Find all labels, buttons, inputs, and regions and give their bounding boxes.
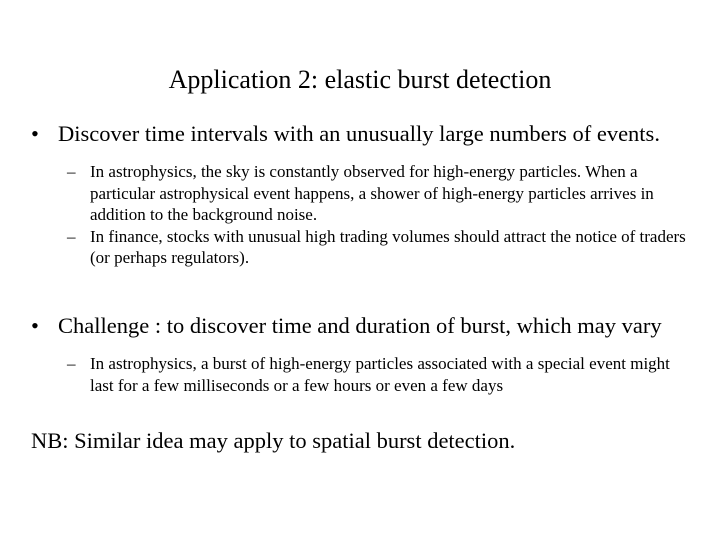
slide-title: Application 2: elastic burst detection	[168, 65, 552, 94]
sub-bullet-text: In astrophysics, a burst of high-energy particles associated with a special event might last for a few milliseconds or a few hours or even a few days	[90, 354, 670, 395]
dash-marker: –	[67, 226, 76, 246]
sub-bullet-list	[0, 353, 720, 396]
bullet-item	[0, 120, 668, 147]
sub-bullet-item	[0, 161, 690, 226]
bullet-block-1	[0, 120, 720, 269]
bullet-text: Challenge : to discover time and duration of burst, which may vary	[58, 313, 662, 338]
sub-bullet-item	[0, 353, 690, 396]
sub-bullet-list	[0, 161, 720, 269]
sub-bullet-text: In astrophysics, the sky is constantly observed for high-energy particles. When a particular astrophysical event happens, a shower of high-energy particles arrives in addition to the background noise.	[90, 162, 654, 224]
bullet-marker: •	[31, 121, 39, 146]
sub-bullet-text: In finance, stocks with unusual high trading volumes should attract the notice of traders (or perhaps regulators).	[90, 226, 686, 267]
bullet-text: Discover time intervals with an unusually large numbers of events.	[58, 121, 660, 146]
note-text: NB: Similar idea may apply to spatial burst detection.	[31, 428, 516, 453]
dash-marker: –	[67, 162, 76, 181]
bullet-item	[0, 312, 668, 339]
bullet-marker: •	[31, 313, 39, 338]
sub-bullet-item	[0, 226, 690, 269]
dash-marker: –	[67, 354, 76, 373]
bullet-block-2	[0, 312, 720, 396]
